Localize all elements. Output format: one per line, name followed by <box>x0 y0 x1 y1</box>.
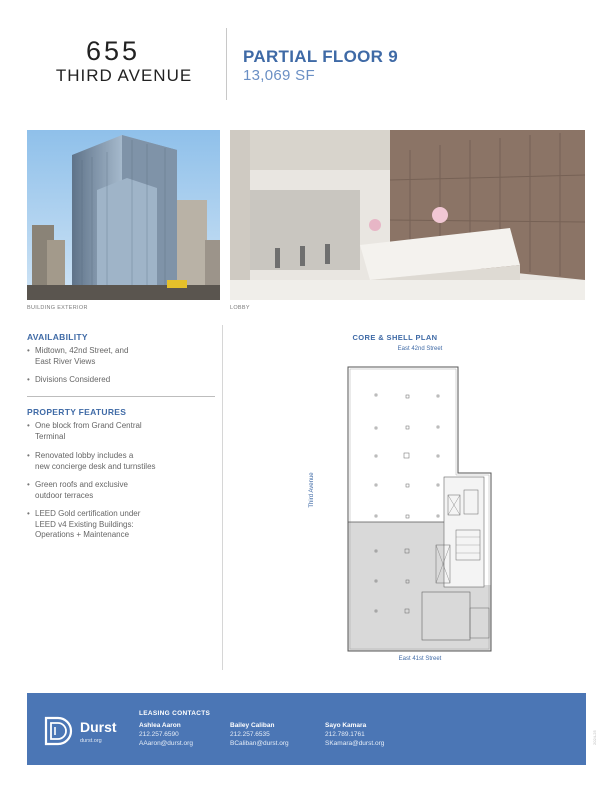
section-divider <box>27 396 215 397</box>
feature-item-line: LEED v4 Existing Buildings: <box>35 519 134 529</box>
plan-title: CORE & SHELL PLAN <box>352 333 438 342</box>
feature-item <box>27 480 213 501</box>
floor-title: PARTIAL FLOOR 9 <box>243 47 398 66</box>
feature-item-line: Terminal <box>35 431 66 441</box>
feature-item-line: • Green roofs and exclusive <box>35 480 128 489</box>
contact-card <box>230 722 310 747</box>
fine-print: 2024-25 <box>592 730 597 745</box>
availability-heading: AVAILABILITY <box>27 332 88 342</box>
contact-name: Ashlea Aaron <box>139 722 181 729</box>
features-heading: PROPERTY FEATURES <box>27 407 127 417</box>
feature-item <box>27 451 213 472</box>
floor-plan <box>346 365 496 653</box>
south-street-label: East 41st Street <box>398 656 442 662</box>
availability-item-line: • Midtown, 42nd Street, and <box>35 346 129 355</box>
feature-item-line: • Renovated lobby includes a <box>35 451 134 460</box>
north-street-label: East 42nd Street <box>397 346 443 352</box>
header-divider <box>226 28 227 100</box>
contact-name: Bailey Caliban <box>230 722 275 729</box>
contact-card <box>139 722 219 747</box>
building-name: THIRD AVENUE <box>55 66 193 85</box>
contact-phone[interactable]: 212.789.1761 <box>325 731 365 738</box>
availability-item <box>27 375 213 386</box>
column-divider <box>222 325 223 670</box>
feature-item-line: • LEED Gold certification under <box>35 509 141 518</box>
durst-logo-icon <box>44 716 74 746</box>
contact-card <box>325 722 405 747</box>
contact-email[interactable]: SKamara@durst.org <box>325 740 385 747</box>
contact-phone[interactable]: 212.257.6590 <box>139 731 179 738</box>
availability-item-line: • Divisions Considered <box>35 375 111 384</box>
side-street-label: Third Avenue <box>309 472 315 508</box>
feature-item-line: new concierge desk and turnstiles <box>35 461 156 471</box>
feature-item-line: outdoor terraces <box>35 490 94 500</box>
brand-url: durst.org <box>80 738 102 744</box>
building-exterior-photo <box>27 130 220 300</box>
floor-size: 13,069 SF <box>243 67 315 84</box>
contact-name: Sayo Kamara <box>325 722 367 729</box>
lobby-photo <box>230 130 585 300</box>
feature-item <box>27 509 213 541</box>
photo-caption-exterior: BUILDING EXTERIOR <box>27 305 88 311</box>
contact-email[interactable]: AAaron@durst.org <box>139 740 193 747</box>
availability-item-line: East River Views <box>35 356 96 366</box>
feature-item <box>27 421 213 442</box>
leasing-contacts-label: LEASING CONTACTS <box>139 710 211 717</box>
feature-item-line: • One block from Grand Central <box>35 421 142 430</box>
availability-item <box>27 346 213 367</box>
contact-email[interactable]: BCaliban@durst.org <box>230 740 289 747</box>
feature-item-line: Operations + Maintenance <box>35 530 130 539</box>
photo-caption-lobby: LOBBY <box>230 305 250 311</box>
contact-phone[interactable]: 212.257.6535 <box>230 731 270 738</box>
building-number: 655 <box>86 36 141 66</box>
brand-name: Durst <box>80 719 117 735</box>
